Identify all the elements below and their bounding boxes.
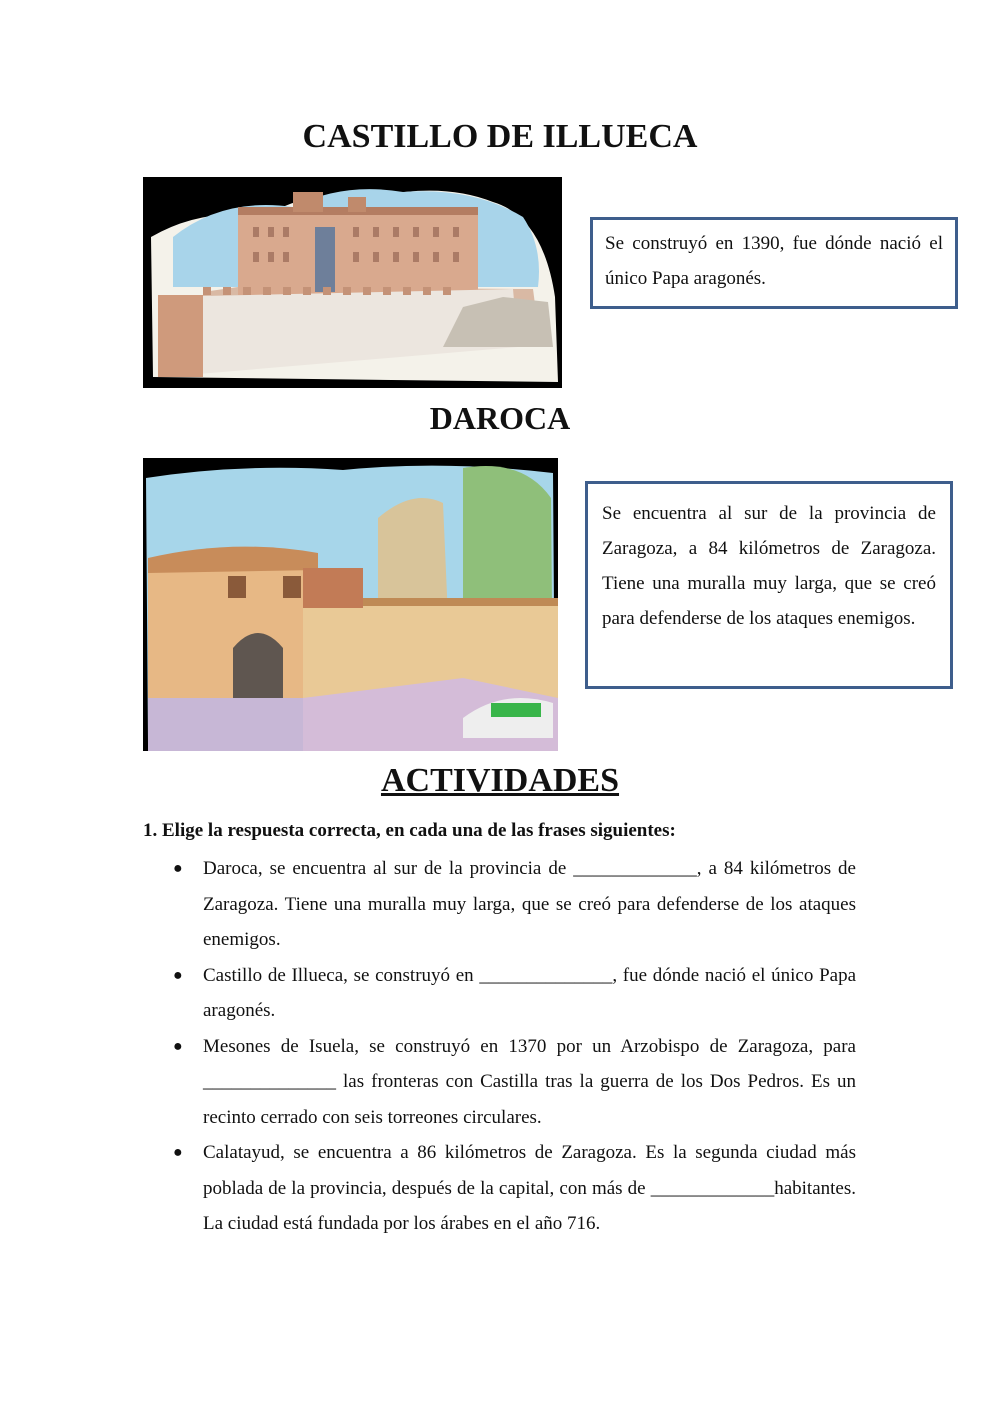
list-item [173, 1029, 856, 1136]
bullet-icon: ● [173, 1144, 183, 1161]
bullet-icon: ● [173, 860, 183, 877]
activity-item-text: Mesones de Isuela, se construyó en 1370 por un Arzobispo de Zaragoza, para ______________ las fronteras con Castilla tras la guerra de los Dos Pedros. Es un recinto cerrado con seis torreones circulares. [203, 1035, 856, 1128]
activity-item-text: Castillo de Illueca, se construyó en ______________, fue dónde nació el único Papa aragonés. [203, 964, 856, 1021]
daroca-illustration [143, 458, 558, 751]
castillo-info-text: Se construyó en 1390, fue dónde nació el único Papa aragonés. [605, 233, 943, 289]
daroca-info-box [585, 481, 953, 689]
activity-list [173, 851, 856, 1242]
castillo-info-box [590, 217, 958, 309]
actividades-title: ACTIVIDADES [380, 762, 620, 799]
list-item [173, 958, 856, 1029]
daroca-title: DAROCA [429, 400, 571, 436]
bullet-icon: ● [173, 1037, 183, 1055]
castillo-illustration [143, 177, 562, 388]
list-item [173, 851, 856, 958]
bullet-icon: ● [173, 966, 183, 984]
list-item [173, 1135, 856, 1242]
daroca-info-text: Se encuentra al sur de la provincia de Zaragoza, a 84 kilómetros de Zaragoza. Tiene una muralla muy larga, que se creó para defenderse de los ataques enemigos. [602, 503, 936, 629]
castillo-title: CASTILLO DE ILLUECA [302, 118, 698, 155]
activity-item-text: Daroca, se encuentra al sur de la provincia de _____________, a 84 kilómetros de Zaragoza. Tiene una muralla muy larga, que se creó para defenderse de los ataques enemigos. [203, 858, 856, 950]
activity-item-text: Calatayud, se encuentra a 86 kilómetros de Zaragoza. Es la segunda ciudad más poblada de la provincia, después de la capital, con más de _____________habitantes. La ciudad está fundada por los árabes en el año 716. [203, 1142, 856, 1234]
activity-question: 1. Elige la respuesta correcta, en cada una de las frases siguientes: [143, 820, 676, 841]
